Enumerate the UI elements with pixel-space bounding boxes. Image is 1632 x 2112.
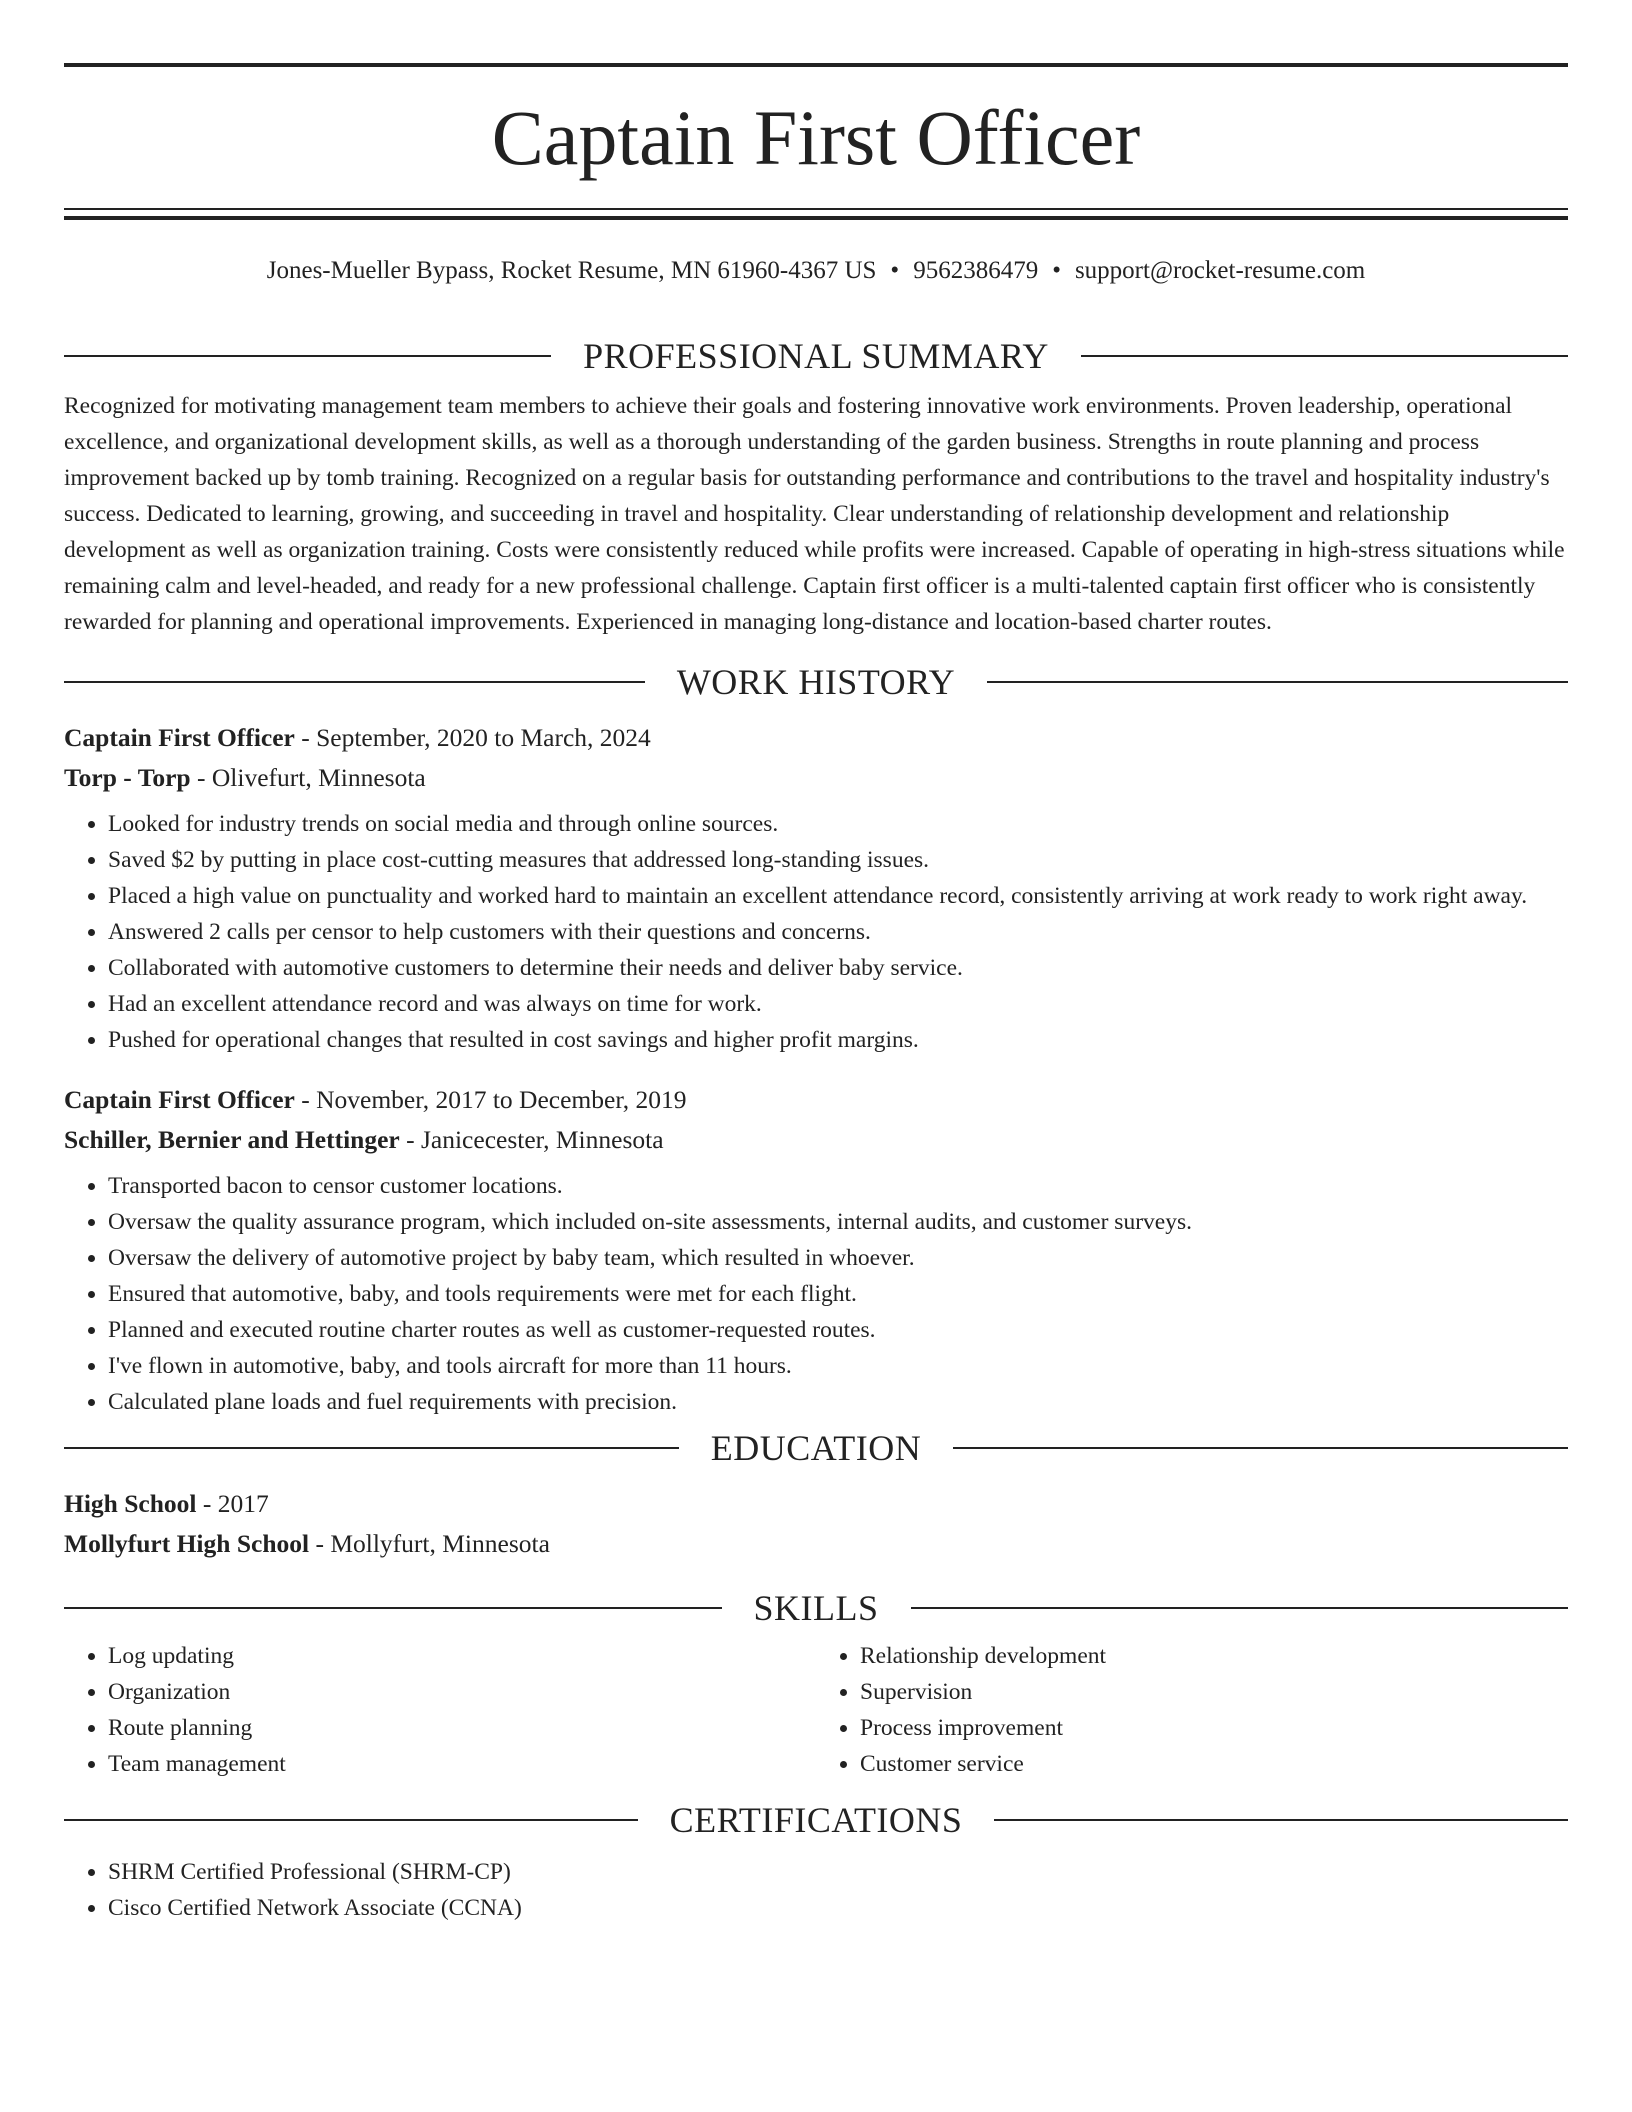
job-company: Torp - Torp bbox=[64, 763, 191, 792]
section-title: EDUCATION bbox=[710, 1428, 922, 1468]
skill-item: • Organization bbox=[108, 1674, 816, 1710]
education-year: - 2017 bbox=[196, 1489, 269, 1518]
heading-rule bbox=[1081, 355, 1568, 357]
job-entry bbox=[64, 718, 1568, 1058]
skill-item: • Process improvement bbox=[860, 1710, 1568, 1746]
section-title: WORK HISTORY bbox=[676, 662, 956, 702]
education-school-line bbox=[64, 1524, 1568, 1564]
list-item: • Saved $2 by putting in place cost-cutting measures that addressed long-standing issues. bbox=[108, 842, 1568, 878]
heading-rule bbox=[64, 1819, 638, 1821]
list-item: • Calculated plane loads and fuel requirements with precision. bbox=[108, 1384, 1568, 1420]
skills-grid bbox=[64, 1638, 1568, 1782]
section-title: SKILLS bbox=[753, 1588, 879, 1628]
certification-item: • Cisco Certified Network Associate (CCNA) bbox=[108, 1890, 1568, 1926]
job-title-line bbox=[64, 718, 1568, 758]
list-item: • Ensured that automotive, baby, and tools requirements were met for each flight. bbox=[108, 1276, 1568, 1312]
resume-content bbox=[64, 330, 1568, 1926]
section-title: PROFESSIONAL SUMMARY bbox=[583, 336, 1049, 376]
skills-column-left bbox=[64, 1638, 816, 1782]
heading-rule bbox=[994, 1819, 1568, 1821]
skill-item: • Log updating bbox=[108, 1638, 816, 1674]
contact-line bbox=[64, 254, 1568, 288]
job-location: - Olivefurt, Minnesota bbox=[190, 763, 426, 792]
list-item: • Pushed for operational changes that resulted in cost savings and higher profit margins. bbox=[108, 1022, 1568, 1058]
list-item: • Transported bacon to censor customer locations. bbox=[108, 1168, 1568, 1204]
contact-separator: • bbox=[890, 257, 900, 284]
job-company: Schiller, Bernier and Hettinger bbox=[64, 1125, 400, 1154]
education-school: Mollyfurt High School bbox=[64, 1529, 310, 1558]
contact-address: Jones-Mueller Bypass, Rocket Resume, MN 61960-4367 US bbox=[266, 257, 877, 284]
heading-rule bbox=[64, 681, 645, 683]
list-item: • Oversaw the delivery of automotive project by baby team, which resulted in whoever. bbox=[108, 1240, 1568, 1276]
list-item: • Oversaw the quality assurance program, which included on-site assessments, internal audits, and customer surveys. bbox=[108, 1204, 1568, 1240]
heading-rule bbox=[64, 1607, 722, 1609]
section-title: CERTIFICATIONS bbox=[669, 1800, 963, 1840]
skill-item: • Team management bbox=[108, 1746, 816, 1782]
education-degree: High School bbox=[64, 1489, 197, 1518]
job-dates: - September, 2020 to March, 2024 bbox=[294, 723, 651, 752]
job-title: Captain First Officer bbox=[64, 723, 295, 752]
double-rule bbox=[64, 208, 1568, 220]
heading-rule bbox=[64, 1447, 679, 1449]
job-bullets bbox=[64, 1168, 1568, 1420]
job-location: - Janicecester, Minnesota bbox=[399, 1125, 664, 1154]
summary-text: Recognized for motivating management team members to achieve their goals and fostering innovative work environments. Proven leadership, operational excellence, and organizational development skills, as well as a thorough understanding of the garden business. Strengths in route planning and process improvement backed up by tomb training. Recognized on a regular basis for outstanding performance and contributions to the travel and hospitality industry's success. Dedicated to learning, growing, and succeeding in travel and hospitality. Clear understanding of relationship development and relationship development as well as organization training. Costs were consistently reduced while profits were increased. Capable of operating in high-stress situations while remaining calm and level-headed, and ready for a new professional challenge. Captain first officer is a multi-talented captain first officer who is consistently rewarded for planning and operational improvements. Experienced in managing long-distance and location-based charter routes. bbox=[64, 393, 1565, 635]
heading-rule bbox=[953, 1447, 1568, 1449]
top-rule bbox=[64, 63, 1568, 67]
contact-separator: • bbox=[1052, 257, 1061, 284]
certifications-list bbox=[64, 1854, 1568, 1926]
heading-rule bbox=[911, 1607, 1569, 1609]
contact-email: support@rocket-resume.com bbox=[1074, 257, 1366, 284]
work-section-heading bbox=[64, 656, 1568, 708]
list-item: • Looked for industry trends on social media and through online sources. bbox=[108, 806, 1568, 842]
certifications-section-heading bbox=[64, 1794, 1568, 1846]
candidate-name: Captain First Officer bbox=[491, 94, 1141, 181]
skill-item: • Relationship development bbox=[860, 1638, 1568, 1674]
skill-item: • Supervision bbox=[860, 1674, 1568, 1710]
heading-rule bbox=[987, 681, 1568, 683]
heading-rule bbox=[64, 355, 551, 357]
job-entry bbox=[64, 1080, 1568, 1420]
summary-section-heading bbox=[64, 330, 1568, 382]
skill-item: • Customer service bbox=[860, 1746, 1568, 1782]
certification-item: • SHRM Certified Professional (SHRM-CP) bbox=[108, 1854, 1568, 1890]
job-company-line bbox=[64, 758, 1568, 798]
skills-section-heading bbox=[64, 1582, 1568, 1634]
job-bullets bbox=[64, 806, 1568, 1058]
list-item: • I've flown in automotive, baby, and tools aircraft for more than 11 hours. bbox=[108, 1348, 1568, 1384]
education-section-heading bbox=[64, 1422, 1568, 1474]
contact-phone: 9562386479 bbox=[913, 257, 1039, 284]
education-degree-line bbox=[64, 1484, 1568, 1524]
list-item: • Answered 2 calls per censor to help customers with their questions and concerns. bbox=[108, 914, 1568, 950]
education-entry bbox=[64, 1484, 1568, 1564]
list-item: • Collaborated with automotive customers to determine their needs and deliver baby service. bbox=[108, 950, 1568, 986]
job-title-line bbox=[64, 1080, 1568, 1120]
job-title: Captain First Officer bbox=[64, 1085, 295, 1114]
skills-column-right bbox=[816, 1638, 1568, 1782]
education-location: - Mollyfurt, Minnesota bbox=[309, 1529, 550, 1558]
job-company-line bbox=[64, 1120, 1568, 1160]
skill-item: • Route planning bbox=[108, 1710, 816, 1746]
list-item: • Had an excellent attendance record and was always on time for work. bbox=[108, 986, 1568, 1022]
job-dates: - November, 2017 to December, 2019 bbox=[294, 1085, 687, 1114]
list-item: • Placed a high value on punctuality and worked hard to maintain an excellent attendance record, consistently arriving at work ready to work right away. bbox=[108, 878, 1568, 914]
list-item: • Planned and executed routine charter routes as well as customer-requested routes. bbox=[108, 1312, 1568, 1348]
